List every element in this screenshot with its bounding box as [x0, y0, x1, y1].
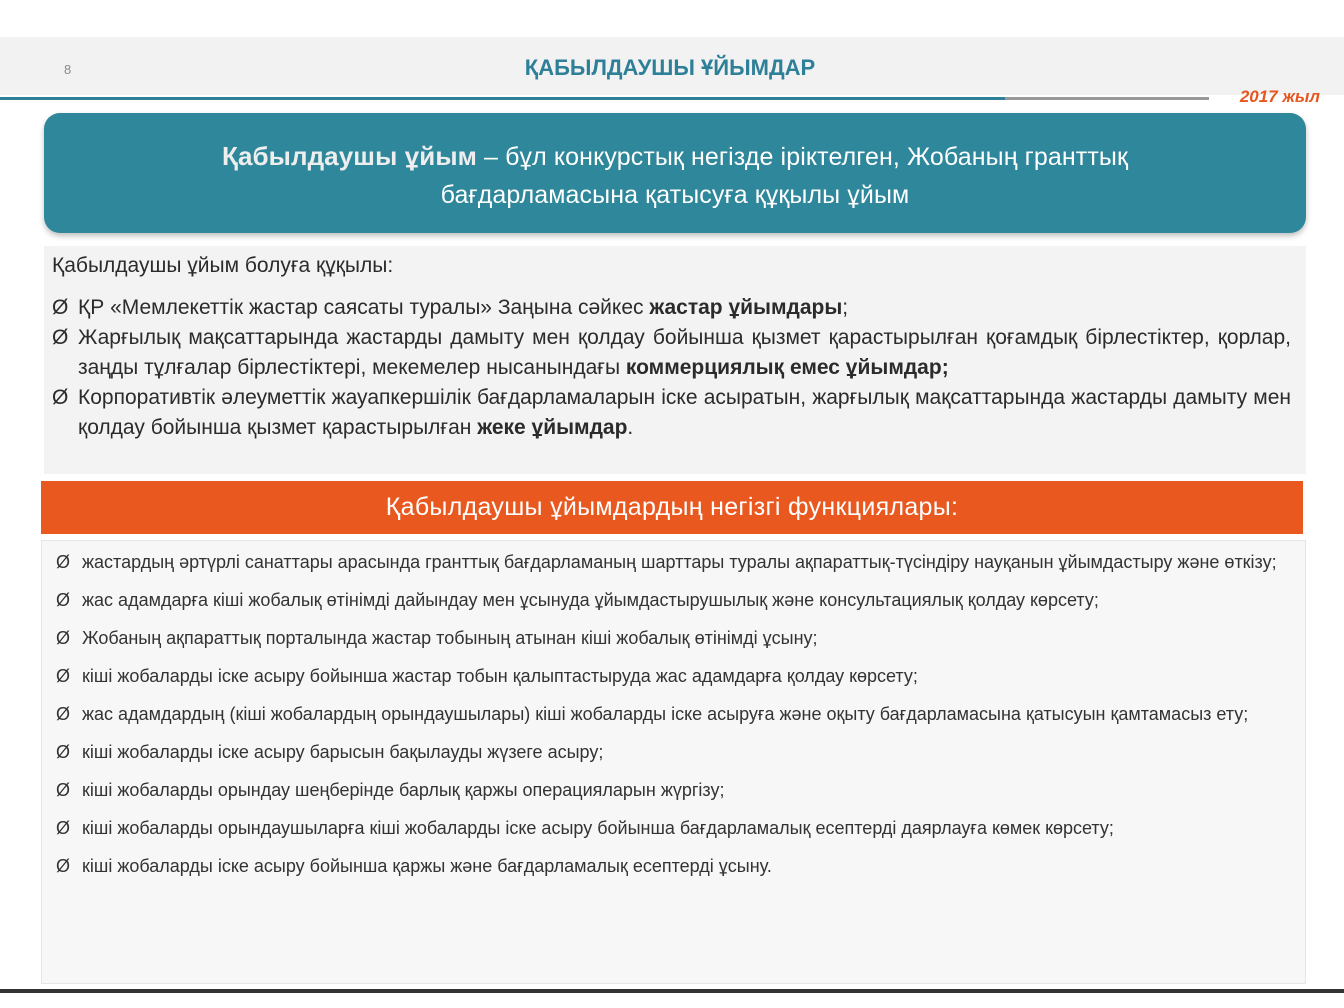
arrow-bullet-icon: Ø — [52, 386, 69, 409]
list-item-tail: ; — [842, 296, 849, 319]
arrow-bullet-icon: Ø — [56, 742, 71, 762]
list-item — [56, 777, 1288, 803]
list-item — [52, 293, 1291, 323]
header-rule-teal — [0, 97, 1005, 100]
list-item — [52, 323, 1291, 383]
arrow-bullet-icon: Ø — [56, 704, 71, 724]
page-title: ҚАБЫЛДАУШЫ ҰЙЫМДАР — [524, 55, 816, 80]
arrow-bullet-icon: Ø — [52, 296, 69, 319]
eligible-panel — [44, 246, 1306, 474]
list-item-text: Жарғылық мақсаттарында жастарды дамыту мен қолдау бойынша қызмет қарастырылған қоғамдық бірлестіктер, қорлар, заңды тұлғалар бірлестіктері, мекемелер нысанындағы — [78, 326, 1291, 379]
list-item-text: кіші жобаларды іске асыру барысын бақылауды жүзеге асыру; — [82, 742, 604, 762]
arrow-bullet-icon: Ø — [56, 552, 71, 572]
list-item-text: кіші жобаларды іске асыру бойынша жастар тобын қалыптастыруда жас адамдарға қолдау көрсету; — [82, 666, 918, 686]
definition-term: Қабылдаушы ұйым — [221, 141, 477, 171]
arrow-bullet-icon: Ø — [52, 326, 69, 349]
list-item-text: кіші жобаларды орындаушыларға кіші жобаларды іске асыру бойынша бағдарламалық есептерді даярлауға көмек көрсету; — [82, 818, 1114, 838]
list-item-tail: . — [627, 416, 634, 439]
list-item-text: жас адамдарға кіші жобалық өтінімді дайындау мен ұсынуда ұйымдастырушылық және консультациялық қолдау көрсету; — [82, 590, 1099, 610]
definition-text — [64, 137, 1286, 214]
eligible-list — [52, 293, 1291, 443]
list-item-text: жастардың әртүрлі санаттары арасында гранттық бағдарламаның шарттары туралы ақпараттық-түсіндіру науқанын ұйымдастыру және өткізу; — [82, 552, 1277, 572]
list-item — [52, 383, 1291, 443]
list-item-text: кіші жобаларды іске асыру бойынша қаржы және бағдарламалық есептерді ұсыну. — [82, 856, 772, 876]
list-item-bold: коммерциялық емес ұйымдар; — [625, 356, 949, 379]
arrow-bullet-icon: Ø — [56, 590, 71, 610]
list-item-bold: жеке ұйымдар — [477, 416, 628, 439]
arrow-bullet-icon: Ø — [56, 666, 71, 686]
list-item — [56, 587, 1288, 613]
definition-box — [44, 113, 1306, 233]
eligible-heading: Қабылдаушы ұйым болуға құқылы: — [52, 254, 394, 277]
year-label: 2017 жыл — [1239, 87, 1320, 106]
bottom-rule — [0, 989, 1344, 993]
functions-title-bar — [41, 481, 1303, 534]
definition-line-2: бағдарламасына қатысуға құқылы ұйым — [440, 181, 910, 209]
functions-title: Қабылдаушы ұйымдардың негізгі функциялары: — [385, 493, 959, 521]
page-number: 8 — [64, 62, 72, 77]
list-item-text: кіші жобаларды орындау шеңберінде барлық қаржы операцияларын жүргізу; — [82, 780, 725, 800]
list-item-text: ҚР «Мемлекеттік жастар саясаты туралы» Заңына сәйкес — [78, 296, 650, 319]
definition-dash: – — [476, 143, 506, 171]
arrow-bullet-icon: Ø — [56, 856, 71, 876]
list-item — [56, 815, 1288, 841]
functions-list — [56, 549, 1288, 891]
list-item-text: Жобаның ақпараттық порталында жастар тобының атынан кіші жобалық өтінімді ұсыну; — [82, 628, 818, 648]
list-item-bold: жастар ұйымдары — [649, 296, 843, 319]
list-item-text: Корпоративтік әлеуметтік жауапкершілік бағдарламаларын іске асыратын, жарғылық мақсаттарында жастарды дамыту мен қолдау бойынша қызмет қарастырылған — [78, 386, 1291, 439]
header-rule-gray — [1005, 97, 1209, 100]
list-item — [56, 853, 1288, 879]
functions-panel — [41, 540, 1306, 984]
arrow-bullet-icon: Ø — [56, 818, 71, 838]
list-item — [56, 625, 1288, 651]
arrow-bullet-icon: Ø — [56, 628, 71, 648]
arrow-bullet-icon: Ø — [56, 780, 71, 800]
list-item — [56, 663, 1288, 689]
list-item — [56, 549, 1288, 575]
list-item — [56, 701, 1288, 727]
list-item-text: жас адамдардың (кіші жобалардың орындаушылары) кіші жобаларды іске асыруға және оқыту бағдарламасына қатысуын қамтамасыз ету; — [82, 704, 1249, 724]
definition-line-1: бұл конкурстық негізде іріктелген, Жобаның гранттық — [505, 143, 1129, 171]
list-item — [56, 739, 1288, 765]
